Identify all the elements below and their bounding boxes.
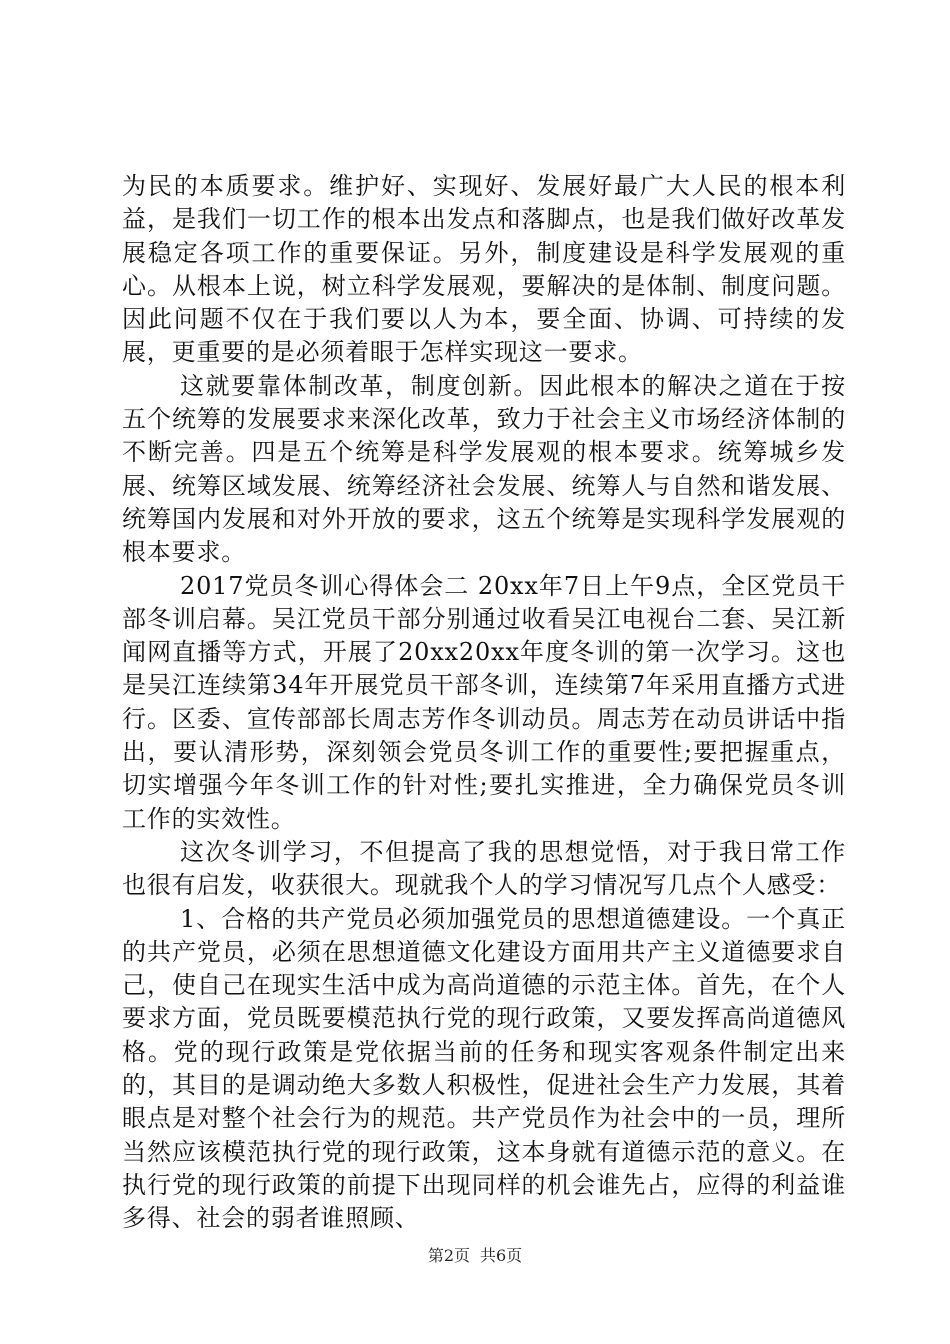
- paragraph-1: 为民的本质要求。维护好、实现好、发展好最广大人民的根本利益，是我们一切工作的根本出发点和落脚点，也是我们做好改革发展稳定各项工作的重要保证。另外，制度建设是科学发展观的重心。从根本上说，树立科学发展观，要解决的是体制、制度问题。因此问题不仅在于我们要以人为本，要全面、协调、可持续的发展，更重要的是必须着眼于怎样实现这一要求。: [122, 172, 846, 367]
- paragraph-2: 这就要靠体制改革，制度创新。因此根本的解决之道在于按五个统筹的发展要求来深化改革，致力于社会主义市场经济体制的不断完善。四是五个统筹是科学发展观的根本要求。统筹城乡发展、统筹区域发展、统筹经济社会发展、统筹人与自然和谐发展、统筹国内发展和对外开放的要求，这五个统筹是实现科学发展观的根本要求。: [122, 371, 846, 567]
- paragraph-5: 1、合格的共产党员必须加强党员的思想道德建设。一个真正的共产党员，必须在思想道德文化建设方面用共产主义道德要求自己，使自己在现实生活中成为高尚道德的示范主体。首先，在个人要求方面，党员既要模范执行党的现行政策，又要发挥高尚道德风格。党的现行政策是党依据当前的任务和现实客观条件制定出来的，其目的是调动绝大多数人积极性，促进社会生产力发展，其着眼点是对整个社会行为的规范。共产党员作为社会中的一员，理所当然应该模范执行党的现行政策，这本身就有道德示范的意义。在执行党的现行政策的前提下出现同样的机会谁先占，应得的利益谁多得、社会的弱者谁照顾、: [122, 904, 846, 1233]
- document-body: [122, 170, 846, 1236]
- page-footer: [0, 1243, 950, 1266]
- page-number: 第2页: [427, 1246, 470, 1265]
- page-total: 共6页: [480, 1246, 523, 1265]
- paragraph-3: 2017党员冬训心得体会二 20xx年7日上午9点，全区党员干部冬训启幕。吴江党员干部分别通过收看吴江电视台二套、吴江新闻网直播等方式，开展了20xx20xx年度冬训的第一次学习。这也是吴江连续第34年开展党员干部冬训，连续第7年采用直播方式进行。区委、宣传部部长周志芳作冬训动员。周志芳在动员讲话中指出，要认清形势，深刻领会党员冬训工作的重要性;要把握重点，切实增强今年冬训工作的针对性;要扎实推进，全力确保党员冬训工作的实效性。: [122, 571, 846, 833]
- paragraph-4: 这次冬训学习，不但提高了我的思想觉悟，对于我日常工作也很有启发，收获很大。现就我个人的学习情况写几点个人感受：: [122, 837, 846, 900]
